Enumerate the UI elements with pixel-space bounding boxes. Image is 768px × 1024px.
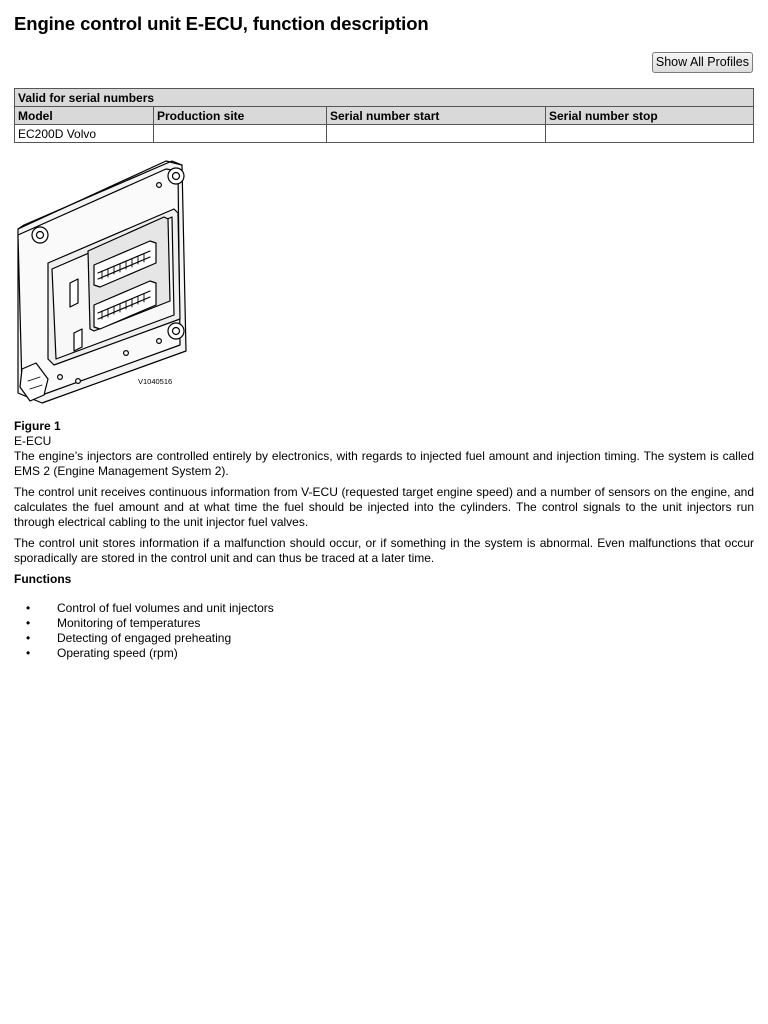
list-item: • Detecting of engaged preheating [14,631,754,646]
page-title: Engine control unit E-ECU, function description [14,13,429,34]
functions-list [14,601,754,661]
functions-heading: Functions [14,572,72,586]
ecu-drawing [14,155,194,407]
list-item: • Operating speed (rpm) [14,646,754,661]
table-row [15,125,754,143]
ecu-illustration [14,155,194,407]
list-item: • Monitoring of temperatures [14,616,754,631]
figure-caption: Figure 1 [14,419,61,433]
show-all-profiles-button[interactable]: Show All Profiles [652,52,753,73]
cell-serial-stop [546,125,754,143]
table-heading: Valid for serial numbers [15,89,754,107]
cell-serial-start [327,125,546,143]
cell-model: EC200D Volvo [15,125,154,143]
list-item: • Control of fuel volumes and unit injectors [14,601,754,616]
column-header-production-site: Production site [154,107,327,125]
figure-subtitle: E-ECU [14,434,52,448]
cell-production-site [154,125,327,143]
paragraph: The control unit receives continuous information from V-ECU (requested target engine speed) and a number of sensors on the engine, and calculates the fuel amount and at what time the fuel should be injected into the cylinders. The control signals to the unit injectors run through electrical cabling to the unit injector fuel valves. [14,485,754,529]
column-header-serial-start: Serial number start [327,107,546,125]
column-header-serial-stop: Serial number stop [546,107,754,125]
paragraph: The engine’s injectors are controlled entirely by electronics, with regards to injected fuel amount and injection timing. The system is called EMS 2 (Engine Management System 2). [14,449,754,478]
paragraph: The control unit stores information if a malfunction should occur, or if something in the system is abnormal. Even malfunctions that occur sporadically are stored in the control unit and can thus be traced at a later time. [14,536,754,565]
column-header-model: Model [15,107,154,125]
serial-numbers-table [14,88,754,143]
figure-code: V1040516 [138,377,173,386]
description-section [14,419,754,661]
table-heading-row [15,89,754,107]
table-header-row [15,107,754,125]
